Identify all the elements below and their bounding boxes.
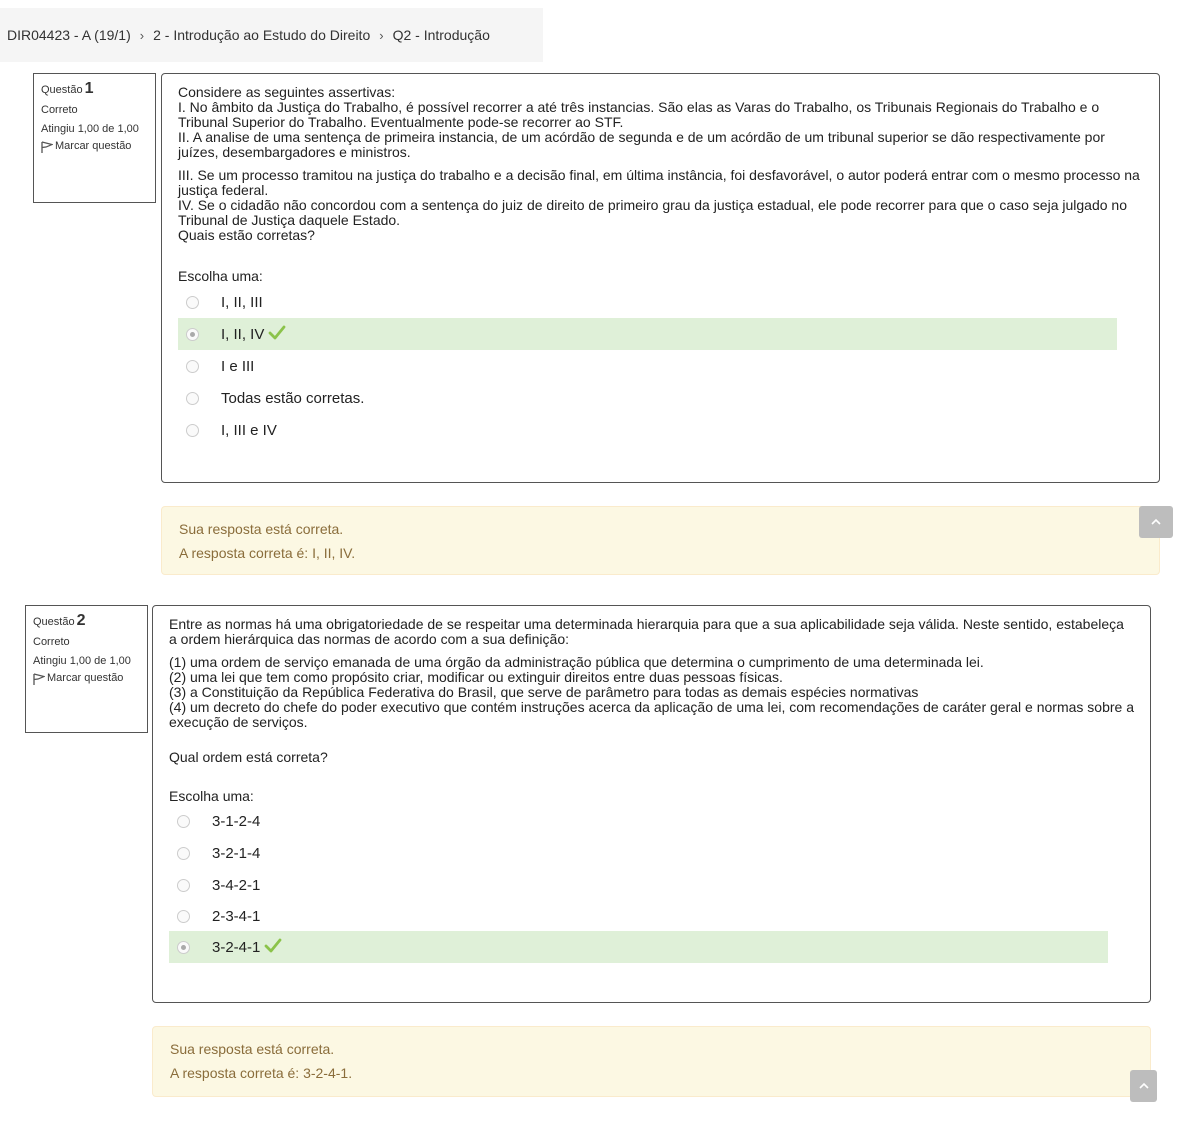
breadcrumb: [0, 8, 543, 62]
check-icon: [264, 938, 282, 957]
question-info: [25, 605, 148, 733]
option-label: 2-3-4-1: [212, 907, 261, 925]
answer-option-selected[interactable]: [178, 318, 1117, 350]
option-label: I, II, III: [221, 293, 263, 311]
flag-label: Marcar questão: [55, 140, 132, 152]
option-label: I, III e IV: [221, 421, 277, 439]
feedback-status: Sua resposta está correta.: [179, 521, 344, 537]
question-text: Qual ordem está correta?: [169, 749, 328, 765]
breadcrumb-quiz[interactable]: Q2 - Introdução: [392, 27, 490, 43]
radio-button[interactable]: [186, 392, 199, 405]
answer-option-selected[interactable]: [169, 931, 1108, 963]
radio-button[interactable]: [177, 815, 190, 828]
breadcrumb-section[interactable]: 2 - Introdução ao Estudo do Direito: [153, 27, 371, 43]
choose-label: Escolha uma:: [169, 788, 254, 804]
question-state: Correto: [33, 636, 70, 648]
question-label: Questão: [33, 616, 75, 628]
answer-option[interactable]: [169, 869, 1108, 901]
question-grade: Atingiu 1,00 de 1,00: [41, 123, 139, 135]
question-text: Quais estão corretas?: [178, 227, 315, 243]
question-text: (4) um decreto do chefe do poder executivo que contém instruções acerca da aplicação de uma lei, com recomendações de caráter geral e normas sobre a execução de serviços.: [169, 699, 1134, 730]
question-number: 2: [76, 612, 86, 629]
answer-option[interactable]: [169, 837, 1108, 869]
answer-option[interactable]: [178, 414, 1117, 446]
chevron-up-icon: [1138, 1077, 1150, 1095]
radio-button[interactable]: [186, 424, 199, 437]
radio-button[interactable]: [177, 910, 190, 923]
flag-question-button[interactable]: [41, 141, 148, 157]
feedback-correct-answer: A resposta correta é: 3-2-4-1.: [170, 1065, 353, 1081]
question-box: [161, 73, 1160, 483]
question-text: Entre as normas há uma obrigatoriedade de se respeitar uma determinada hierarquia para que a sua aplicabilidade seja válida. Neste sentido, estabeleça a ordem hierárquica das normas de acordo com a sua definição:: [169, 616, 1124, 647]
question-text: (1) uma ordem de serviço emanada de uma órgão da administração pública que determina o cumprimento de uma determinada lei.: [169, 654, 984, 670]
breadcrumb-course[interactable]: DIR04423 - A (19/1): [7, 27, 131, 43]
feedback-box: [152, 1026, 1151, 1097]
flag-icon: [41, 141, 55, 157]
question-text: I. No âmbito da Justiça do Trabalho, é possível recorrer a até três instancias. São elas as Varas do Trabalho, os Tribunais Regionais do Trabalho e o Tribunal Superior do Trabalho. Eventualmente pode-se recorrer ao STF.: [178, 99, 1100, 130]
radio-button[interactable]: [177, 941, 190, 954]
breadcrumb-separator: ›: [379, 27, 384, 43]
option-label: I e III: [221, 357, 255, 375]
radio-button[interactable]: [186, 296, 199, 309]
answer-option[interactable]: [178, 382, 1117, 414]
question-number-line: [33, 612, 140, 630]
scroll-top-button[interactable]: [1139, 506, 1173, 538]
question-number: 1: [84, 80, 94, 97]
question-info: [33, 73, 156, 203]
radio-button[interactable]: [186, 360, 199, 373]
answer-option[interactable]: [169, 805, 1108, 837]
option-label: 3-1-2-4: [212, 812, 261, 830]
feedback-box: [161, 506, 1160, 575]
option-label: Todas estão corretas.: [221, 389, 365, 407]
question-text: II. A analise de uma sentença de primeira instancia, de um acórdão de segunda e de um acórdão de um tribunal superior se dão respectivamente por juízes, desembargadores e ministros.: [178, 129, 1105, 160]
question-state: Correto: [41, 104, 78, 116]
answer-option[interactable]: [178, 286, 1117, 318]
feedback-correct-answer: A resposta correta é: I, II, IV.: [179, 545, 356, 561]
option-label: I, II, IV: [221, 325, 265, 343]
check-icon: [268, 325, 286, 344]
question-text: III. Se um processo tramitou na justiça do trabalho e a decisão final, em última instância, foi desfavorável, o autor poderá entrar com o mesmo processo na justiça federal.: [178, 167, 1140, 198]
question-text: (3) a Constituição da República Federativa do Brasil, que serve de parâmetro para todas as demais espécies normativas: [169, 684, 919, 700]
option-label: 3-4-2-1: [212, 876, 261, 894]
question-text: IV. Se o cidadão não concordou com a sentença do juiz de direito de primeiro grau da justiça estadual, ele pode recorrer para que o caso seja julgado no Tribunal de Justiça daquele Estado.: [178, 197, 1127, 228]
option-label: 3-2-1-4: [212, 844, 261, 862]
flag-label: Marcar questão: [47, 672, 124, 684]
flag-question-button[interactable]: [33, 673, 140, 689]
question-box: [152, 605, 1151, 1003]
flag-icon: [33, 673, 47, 689]
scroll-top-button[interactable]: [1130, 1070, 1157, 1102]
chevron-up-icon: [1150, 513, 1162, 531]
question-label: Questão: [41, 84, 83, 96]
breadcrumb-separator: ›: [139, 27, 145, 43]
question-text: (2) uma lei que tem como propósito criar, modificar ou extinguir direitos entre duas pessoas físicas.: [169, 669, 783, 685]
question-grade: Atingiu 1,00 de 1,00: [33, 655, 131, 667]
radio-button[interactable]: [186, 328, 199, 341]
option-label: 3-2-4-1: [212, 938, 261, 956]
radio-button[interactable]: [177, 879, 190, 892]
question-text: Considere as seguintes assertivas:: [178, 84, 396, 100]
answer-option[interactable]: [178, 350, 1117, 382]
feedback-status: Sua resposta está correta.: [170, 1041, 335, 1057]
radio-button[interactable]: [177, 847, 190, 860]
choose-label: Escolha uma:: [178, 268, 263, 284]
answer-option[interactable]: [169, 901, 1108, 931]
question-number-line: [41, 80, 148, 98]
